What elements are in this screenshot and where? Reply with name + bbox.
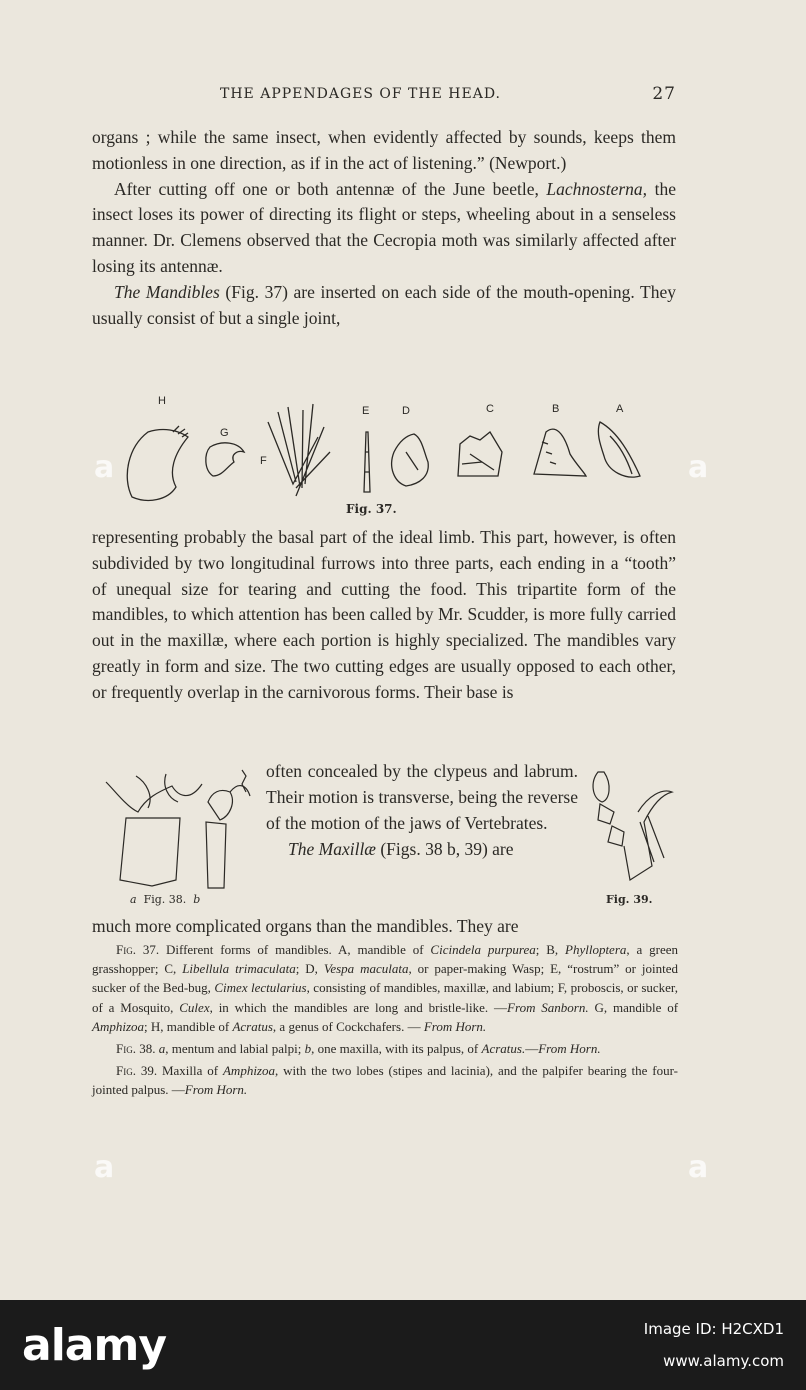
mandible-h [127, 426, 188, 500]
fig37-label-b: B [552, 403, 560, 415]
legend-37-text-4: ; D, [295, 961, 318, 977]
paragraph-3-text: (Fig. 37) are inserted on each side of the mouth-opening. They usually consist of but a single joint, [92, 281, 677, 328]
stock-banner [0, 1300, 806, 1390]
legend-39-text-2: , with the two lobes (stipes and lacinia), and the palpifer bearing the four-jointed palpus. — [92, 1063, 679, 1098]
paragraph-4-continued: often concealed by the clypeus and labrum. Their motion is transverse, being the reverse of the motion of the jaws of Vertebrates. [266, 761, 578, 833]
mandible-g [206, 443, 244, 476]
fig38-label-b: b [193, 893, 201, 906]
figure-38-caption [130, 893, 200, 906]
legend-38-italic-4: From Horn. [538, 1041, 601, 1057]
legend-38-italic-2: b [304, 1041, 312, 1057]
palpus [593, 772, 624, 846]
fig37-label-c: C [486, 403, 494, 415]
legend-39-italic-2: From Horn. [184, 1082, 248, 1098]
legend-39-text-1: Maxilla of [161, 1063, 219, 1079]
image-id: Image ID: H2CXD1 [643, 1320, 784, 1338]
paragraph-5-text: (Figs. 38 b, 39) are [380, 839, 514, 859]
paragraph-2-end: the insect loses its power of directing its flight or steps, wheeling about in a senseless manner. Dr. Clemens observed that the Cecropia moth was similarly affected after losing its antennæ. [92, 178, 677, 276]
paragraph-4: representing probably the basal part of the ideal limb. This part, however, is often subdivided by two longitudinal furrows into three parts, each ending in a “tooth” of unequal size for tearing and cutting the food. This tripartite form of the mandibles, to which attention has been called by Mr. Scudder, is more fully carried out in the maxillæ, where each portion is highly specialized. The mandibles vary greatly in form and size. The two cutting edges are usually opposed to each other, or frequently overlap in the carnivorous forms. Their base is [92, 527, 676, 702]
legend-fig-39 [92, 1061, 678, 1099]
legend-37-text-9: ; H, mandible of [144, 1018, 230, 1034]
legend-37-text-7: , in which the mandibles are long and bristle-like. — [209, 999, 508, 1015]
paragraph-5 [266, 836, 578, 862]
fig37-label-a: A [616, 403, 624, 415]
page-number: 27 [652, 84, 676, 104]
legend-37-italic-8: Amphizoa [92, 1018, 144, 1034]
legend-37-text-6: , consisting of mandibles, maxillæ, and labium; F, proboscis, or sucker, of a Mosquito, [92, 980, 678, 1015]
legend-37-italic-7: From Sanborn. [507, 999, 589, 1015]
legend-fig-38 [92, 1039, 678, 1058]
legend-37-italic-10: From Horn. [423, 1018, 487, 1034]
legend-37-text-8: G, mandible of [594, 999, 679, 1015]
legend-38-italic-1: a [158, 1041, 166, 1057]
figure-38 [96, 762, 260, 894]
fig37-label-d: D [402, 405, 410, 417]
legend-37-label: Fig. 37. [116, 942, 160, 957]
paragraph-2 [92, 177, 676, 280]
legend-37-italic-1: Cicindela purpurea [430, 942, 536, 957]
figure-39 [584, 762, 676, 894]
legend-37-italic-5: Cimex lectularius [214, 980, 307, 996]
fig38-caption-text: Fig. 38. [143, 893, 187, 906]
watermark-mark: a [94, 1150, 115, 1185]
legend-37-text-2: ; B, [535, 942, 559, 957]
paragraph-3 [92, 280, 676, 332]
figure-38-drawing [96, 762, 260, 894]
legend-37-italic-2: Phylloptera [565, 942, 627, 957]
watermark-mark: a [688, 1150, 709, 1185]
fig37-label-g: G [220, 427, 229, 439]
legend-38-text-3: — [525, 1041, 539, 1057]
legend-37-text-10: , a genus of Cockchafers. — [272, 1018, 421, 1034]
legend-37-text-3: , a green grasshopper; C, [92, 942, 679, 977]
legend-fig-37 [92, 940, 678, 1036]
watermark-mark: a [94, 450, 115, 485]
heading-maxillae: The Maxillæ [288, 839, 376, 859]
figure-39-drawing [584, 762, 676, 894]
running-head-title: THE APPENDAGES OF THE HEAD. [220, 86, 501, 102]
legend-37-italic-6: Culex [179, 999, 210, 1015]
legend-38-label: Fig. 38. [116, 1041, 156, 1057]
alamy-logo[interactable]: alamy [22, 1320, 166, 1371]
paragraph-5-continued: much more complicated organs than the mandibles. They are [92, 916, 519, 936]
body-text-wrapped [266, 758, 578, 862]
mandible-c [458, 432, 502, 476]
legend-39-italic-1: Amphizoa [222, 1063, 275, 1079]
mentum-a [106, 774, 202, 886]
fig38-label-a: a [130, 893, 137, 906]
genus-lachnosterna: Lachnosterna, [546, 178, 648, 199]
figure-37-drawing [118, 392, 658, 514]
proboscis-f [268, 404, 330, 496]
figure-legends [92, 940, 678, 1103]
mandible-b [534, 429, 586, 476]
legend-37-text-5: , or paper-making Wasp; E, “rostrum” or jointed sucker of the Bed-bug, [92, 961, 678, 996]
fig37-label-e: E [362, 405, 370, 417]
watermark-mark: a [688, 450, 709, 485]
legend-38-italic-3: Acratus. [481, 1041, 526, 1057]
legend-37-italic-4: Vespa maculata [323, 961, 409, 977]
legend-38-text-2: , one maxilla, with its palpus, of [311, 1041, 479, 1057]
maxilla-b [206, 770, 250, 888]
legend-38-text-1: , mentum and labial palpi; [165, 1041, 302, 1057]
body-text-upper [92, 125, 676, 331]
rostrum-e [364, 432, 370, 492]
legend-37-italic-3: Libellula trimaculata [182, 961, 296, 977]
paragraph-2-start: After cutting off one or both antennæ of the June beetle, [114, 178, 539, 199]
figure-39-caption: Fig. 39. [606, 893, 653, 906]
fig37-label-f: F [260, 455, 267, 467]
body-text-middle [92, 525, 676, 706]
mandible-a [598, 422, 640, 477]
fig37-label-h: H [158, 395, 166, 407]
body-text-lower [92, 914, 676, 940]
heading-mandibles: The Mandibles [114, 281, 220, 302]
legend-39-label: Fig. 39. [116, 1063, 158, 1079]
figure-37 [118, 392, 658, 514]
paragraph-1: organs ; while the same insect, when evidently affected by sounds, keeps them motionless in one direction, as if in the act of listening.” (Newport.) [92, 127, 676, 173]
legend-37-text-1: Different forms of mandibles. A, mandible of [165, 942, 424, 957]
site-url[interactable]: www.alamy.com [663, 1352, 784, 1370]
legend-37-italic-9: Acratus [232, 1018, 273, 1034]
mandible-d [392, 434, 429, 486]
maxilla-lobes [624, 791, 672, 880]
figure-37-caption: Fig. 37. [346, 502, 397, 516]
